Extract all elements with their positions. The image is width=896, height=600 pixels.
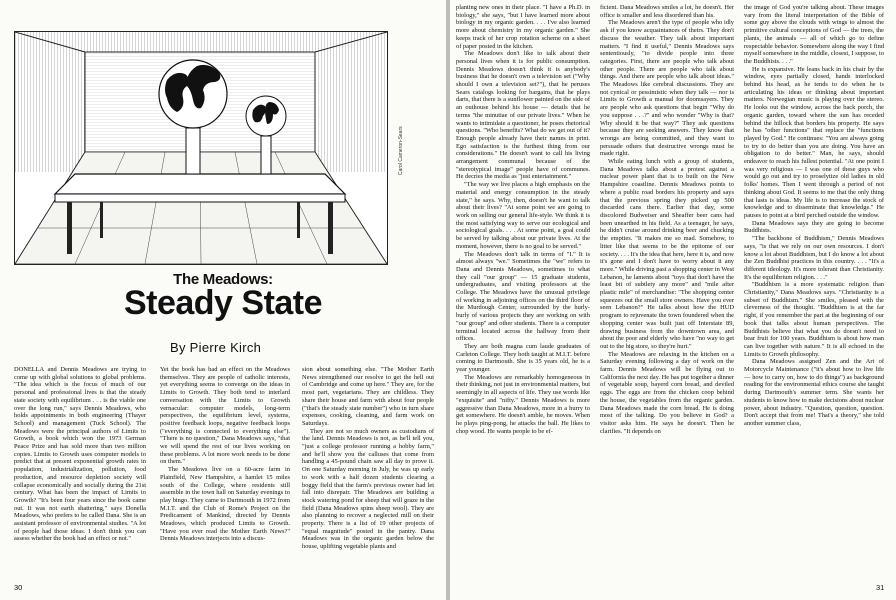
page-number-right: 31 (876, 583, 885, 592)
paragraph: the image of God you're talking about. These images vary from the literal interpretation of the Bible of some guy above the clouds with wings to almost the primitive cultural conceptions of God — the trees, the plants, the animals — all of which go to define respectable behavior. Somewhere along the way I find myself somewhere in the middle, closest, I suppose, to the Buddhists. . . ." (744, 4, 884, 65)
paragraph: They are both magna cum laude graduates of Carleton College. They both taught at M.I.T. before coming to Dartmouth. She is 35 years old, he is a year younger. (456, 342, 590, 374)
column-right-2 (600, 4, 734, 578)
paragraph: ficient. Dana Meadows smiles a lot, he doesn't. Her office is smaller and less disordered than his. (600, 4, 734, 19)
paragraph: sion about something else. "The Mother Earth News strengthened our resolve to get the hell out of Cambridge and come up here." They are, for the most part, vegetarians. They are childless. They share their house and farm with about four people ("that's the steady state number") who in turn share expenses, cooking, cleaning, and farm work on Saturdays. (302, 366, 434, 427)
paragraph: Yet the book has had an effect on the Meadows themselves. They are people of catholic interests, yet everything seems to converge on the ideas in Limits to Growth. They both tend to interlard conversation with the Limits to Growth vernacular: computer models, long-term perspectives, the equilibrium level, systems, positive feedback loops, negative feedback loops ("everything is connected to everything else"). "There is no question," Dana Meadows says, "that we will spend the rest of our lives working on these problems. A lot more work needs to be done on them." (160, 366, 290, 466)
article-kicker: The Meadows: (173, 271, 273, 288)
paragraph: While eating lunch with a group of students, Dana Meadows talks about a protest against a nuclear power plant that is to built on the New Hampshire coastline. Dennis Meadows points to where a public road borders his property and says that the previous spring they picked up 500 discarded cans there. Earlier that day, some discolored Budweiser and Sheaffer beer cans had been unearthed in his field. As a teenager, he says, he didn't cruise around drinking beer and chucking the empties. "It makes me so mad. Somehow, to litter like that seems to be the epitome of our society. . . . It's the idea that here, here it is, and now it's gone and I don't have to worry about it any more." While driving past a shopping center in West Lebanon, he laments about "toys that don't have the least bit of subtlety any more" and "mile after plastic mile" of merchandise: "The shopping center squeezes out the small store owners. Have you ever seen Lebanon?" He talks about how the HUD program to rejuvenate the town foundered when the shopping center was built just off Interstate 89, drawing business from the downtown area, and about the poor and elderly who have "no way to get out to the big store, so they're hurt." (600, 158, 734, 350)
paragraph: The Meadows are relaxing in the kitchen on a Saturday evening following a day of work on the farm. Dennis Meadows will be flying out to California the next day. He has put together a dinner of vegetable soup, bayerd corn bread, and deviled eggs. The eggs are from the chicken coop behind the house, the vegetables from the organic garden. Dana Meadows made the corn bread. He is doing most of the talking. Do you believe in God? a visitor asks him. He says he doesn't. Then he clarifies. "It depends on (600, 350, 734, 435)
cover-illustration (14, 31, 388, 265)
paragraph: "The way we live places a high emphasis on the material and energy consumption in the steady state," he says. Why, then, doesn't he want to talk about their lives? "At some point we are going to work on selling our general life-style. We think it is the most satisfying way to serve our ecological and sociological goals. . . . At some point, a goal could be served by talking about our private lives. At the moment, however, there is no goal to be served." (456, 181, 590, 250)
column-left-1 (14, 366, 146, 578)
paragraph: DONELLA and Dennis Meadows are trying to come up with global solutions to global problems. "The idea which is the focus of much of our personal and professional lives is that the steady state society with equilibrium . . . is the viable one over the long run," says Dennis Meadows, who holds appointments in both engineering (Thayer School) and management (Tuck School). The Meadows were the principal authors of Limits to Growth, a book which won the 1973 German Peace Prize and has sold more than two million copies. Limits to Growth uses computer models to predict that at present exponential growth rates in population, industrialization, pollution, food production, and resource depletion society will collapse economically and socially during the 21st century. What has been the impact of Limits to Growth? "It's been four years since the book came out. It was not earth shattering," says Donella Meadows, who prefers to be called Dana. She is an assistant professor of environmental studies. "A lot of people had those ideas. I don't think you can assess whether the book had an effect or not." (14, 366, 146, 543)
paragraph: The Meadows are remarkably homogeneous in their thinking, not just in environmental matters, but seemingly in all aspects of life. They use words like "exquisite" and "nifty." Dennis Meadows is more aggressive than Dana Meadows, more in a hurry to get somewhere. He doesn't amble, he moves. When he plays ping-pong, he attacks the ball. He likes to chop wood. He wants people to be ef- (456, 373, 590, 435)
article-title: Steady State (123, 284, 323, 322)
paragraph: Dana Meadows says they are going to become Buddhists. (744, 219, 884, 235)
globes-table-drawing (15, 32, 387, 264)
paragraph: The Meadows don't like to talk about their personal lives when it is for public consumption. Dennis Meadows doesn't think it is anybody's business that he doesn't own a television set ("Why should I own a television set?"), that he peruses Sears catalogs looking for bargains, that he plays darts, that there is a sunflower painted on the side of an outhouse behind his house — details that he terms "the minutiae of our private lives." When he wants to intimidate a questioner, he poses rhetorical questions. "Who benefits? What do we get out of it? Enough people already have their names in print. Ego satisfaction is the furthest thing from our considerations." He doesn't want to call his living arrangement communal because of the "stereotypical image" people have of communes. He decries the media as "just entertainment." (456, 50, 590, 181)
paragraph: planting new ones in their place. "I have a Ph.D. in biology," she says, "but I have learned more about biology in my organic garden. . . . I've also learned more about chemistry in my organic garden." She keeps track of her crop rotation scheme on a sheet of paper posted in the kitchen. (456, 4, 590, 50)
paragraph: "Buddhism is a more systematic religion than Christianity," Dana Meadows says. "Christianity is a subset of Buddhism." She smiles, pleased with the cleverness of the thought. "Buddhism is at the far right, if you remember the part at the beginning of our book that talks about human perspectives. The Buddhists believe that what you do doesn't need to bear fruit for 100 years. Buddhism is about how man can live together with nature." It is all echoed in the Limits to Growth philosophy. (744, 281, 884, 358)
paragraph: The Meadows don't talk in terms of "I." It is almost always "we." Sometimes the "we" refers to Dana and Dennis Meadows, sometimes to what they call "our group" — 15 graduate students, undergraduates, and visiting professors at the College. The Meadows have the unusual privilege of working in adjoining offices on the third floor of the Murdough Center, surrounded by the hurly-burly of various projects they are working on with "our group" and other students. There is a computer terminal located across the hallway from their offices. (456, 250, 590, 343)
left-page (0, 0, 446, 600)
paragraph: Dana Meadows assigned Zen and the Art of Motorcycle Maintenance ("it's about how to live life — how to carry on, how to do things") as background reading for the environmental ethics course she taught during Dartmouth's summer term. She wants her students to know how to make decisions about nuclear power, about industry. "Question, question, question. Don't accept that from me! That's a theory," she told another summer class, (744, 358, 884, 427)
column-left-2 (160, 366, 290, 578)
paragraph: The Meadows live on a 60-acre farm in Plainfield, New Hampshire, a hamlet 15 miles south of the College, where residents still assemble in the town hall on Saturday evenings to play bingo. They came to Dartmouth in 1972 from M.I.T. and the Club of Rome's Project on the Predicament of Mankind, directed by Dennis Meadows, which produced Limits to Growth. "Have you ever read the Mother Earth News?" Dennis Meadows interjects into a discus- (160, 466, 290, 543)
column-left-3 (302, 366, 434, 578)
column-right-1 (456, 4, 590, 578)
column-right-3 (744, 4, 884, 578)
paragraph: "The backbone of Buddhism," Dennis Meadows says, "is that we rely on our own resources. I don't know a lot about Buddhism, but I do know a lot about the Zen Buddhist practices in this country. . . . "It's a different ideology. It's more tolerant than Christianity. It's the equilibrium religion. . . ." (744, 235, 884, 281)
paragraph: He is expansive. He leans back in his chair by the window, eyes partially closed, hands interlocked behind his head, as he tends to do when he is articulating his ideas or thinking about important matters. Norwegian music is playing over the stereo. He looks out the window, across the back porch, the organic garden, toward where the sun has receded behind the hillock that borders his property. He says he has "other functions" that replace the "functions played by God." He continues: "You are always going to try to do better than you are doing. You have an obligation to do better." Man, he says, should endeavor to reach his fullest potential. "At one point I was very religious — I was one of these guys who would go out and try to proselytize old ladies in old folks' homes. Then I went through a period of not thinking about God. It seems to me that the only thing that lasts is ideas. My life is to increase the stock of knowledge and to disseminate that knowledge." He pauses to point at a bird perched outside the window. (744, 65, 884, 219)
article-byline: By Pierre Kirch (170, 340, 262, 355)
right-page (450, 0, 896, 600)
paragraph: The Meadows aren't the type of people who idly ask if you know acquaintances of theirs. They don't discuss the weather. They talk about important matters. "I find it useful," Dennis Meadows says sententiously, "to divide people into three categories. First, there are people who talk about other people. There are people who talk about things. And there are people who talk about ideas." The Meadows like cerebral discussions. They are not cynical or pessimistic when they talk — nor is Limits to Growth a manual for doomsayers. They are people who ask questions that begin "Why do you suppose . . .?" and who wonder "Why is that? Why should it be that way?" They ask questions because they are seeking answers. They know that wrongs are being committed, and they want to persuade others that destructive wrongs must be made right. (600, 19, 734, 158)
illustration-credit: Carol Cameron-Sears (398, 126, 404, 175)
page-number-left: 30 (14, 583, 23, 592)
paragraph: They are not so much owners as custodians of the land. Dennis Meadows is not, as he'll tell you, "just a college professor running a hobby farm," and he'll show you the calluses that come from handling a 45-pound chain saw all day to prove it. On one Saturday morning in July, he was up early to work with a half dozen students clearing a boggy field that the farm's previous owner had let fall into disrepair. The Meadows are building a stock watering pond for sheep that will graze in the field (Dana Meadows spins sheep wool). They are also planning to recover a neglected mill on their property. There is a list of 19 other projects of "equal magnitude" posted in the pantry. Dana Meadows was in the organic garden below the house, uplifting vegetable plants and (302, 427, 434, 551)
